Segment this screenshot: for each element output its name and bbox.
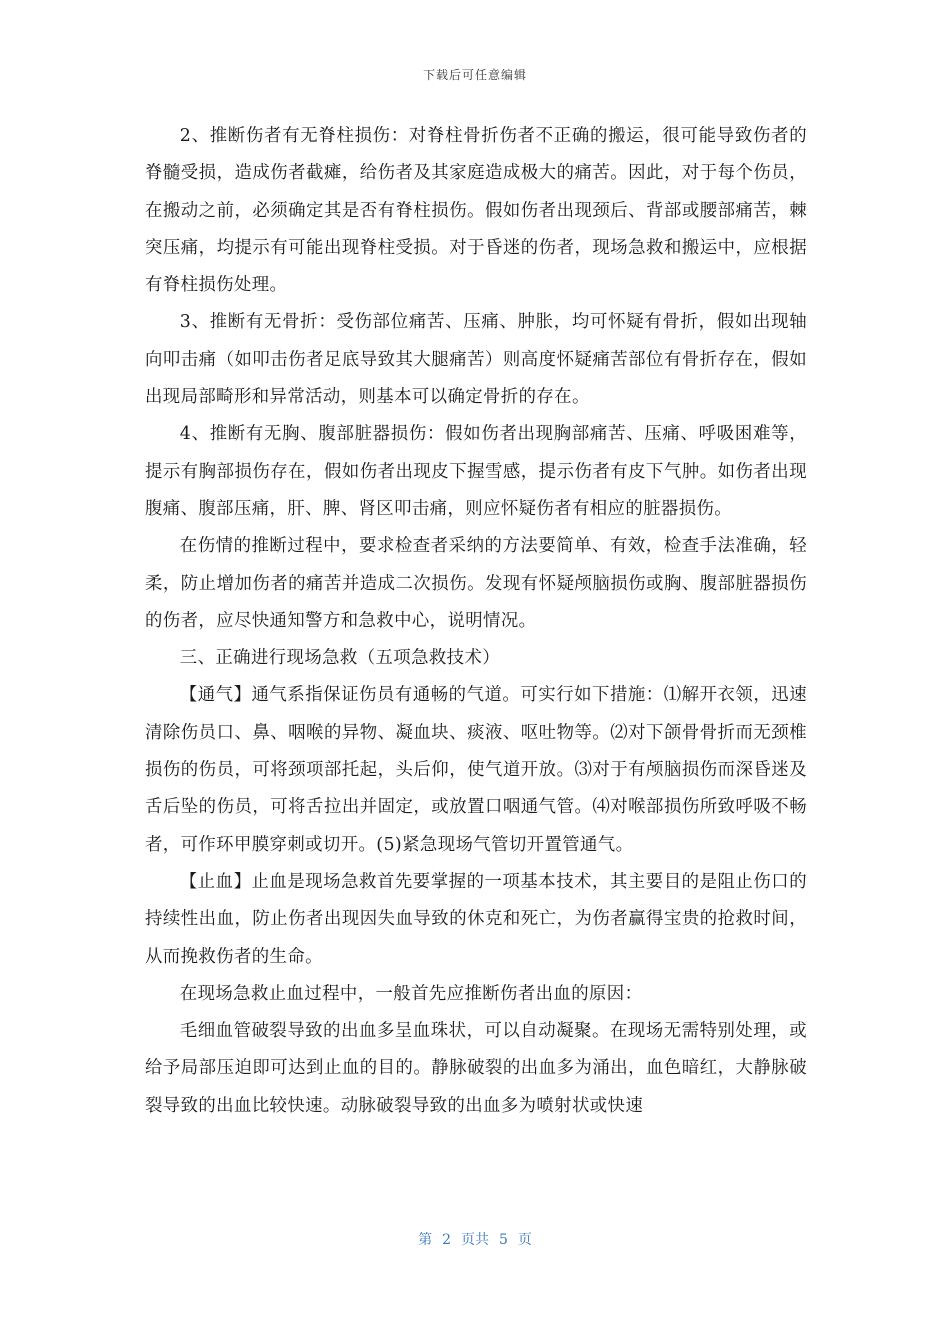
paragraph-ventilation: 【通气】通气系指保证伤员有通畅的气道。可实行如下措施：⑴解开衣领，迅速清除伤员口、鼻、咽喉的异物、凝血块、痰液、呕吐物等。⑵对下颌骨骨折而无颈椎损伤的伤员，可将颈项部托起，头后仰，使气道开放。⑶对于有颅脑损伤而深昏迷及舌后坠的伤员，可将舌拉出并固定，或放置口咽通气管。⑷对喉部损伤所致呼吸不畅者，可作环甲膜穿刺或切开。(5)紧急现场气管切开置管通气。 bbox=[145, 685, 807, 855]
paragraph-spine-injury: 2、推断伤者有无脊柱损伤：对脊柱骨折伤者不正确的搬运，很可能导致伤者的脊髓受损，造成伤者截瘫，给伤者及其家庭造成极大的痛苦。因此，对于每个伤员，在搬动之前，必须确定其是否有脊柱损伤。假如伤者出现颈后、背部或腰部痛苦，棘突压痛，均提示有可能出现脊柱受损。对于昏迷的伤者，现场急救和搬运中，应根据有脊柱损伤处理。 bbox=[145, 126, 807, 296]
paragraph-hemostasis: 【止血】止血是现场急救首先要掌握的一项基本技术，其主要目的是阻止伤口的持续性出血，防止伤者出现因失血导致的休克和死亡，为伤者赢得宝贵的抢救时间，从而挽救伤者的生命。 bbox=[145, 871, 807, 967]
paragraph-organ-injury: 4、推断有无胸、腹部脏器损伤：假如伤者出现胸部痛苦、压痛、呼吸困难等，提示有胸部损伤存在，假如伤者出现皮下握雪感，提示伤者有皮下气肿。如伤者出现腹痛、腹部压痛，肝、脾、肾区叩击痛，则应怀疑伤者有相应的脏器损伤。 bbox=[145, 424, 807, 519]
page-header: 下载后可任意编辑 bbox=[422, 68, 527, 82]
document-body bbox=[145, 118, 807, 1125]
footer-prefix: 第 bbox=[418, 1232, 433, 1248]
footer-page-number: 2 bbox=[442, 1232, 451, 1248]
paragraph-bleeding-types: 毛细血管破裂导致的出血多呈血珠状，可以自动凝聚。在现场无需特别处理，或给予局部压迫即可达到止血的目的。静脉破裂的出血多为涌出，血色暗红，大静脉破裂导致的出血比较快速。动脉破裂导致的出血多为喷射状或快速 bbox=[145, 1021, 807, 1116]
footer-suffix: 页 bbox=[517, 1232, 532, 1248]
section-heading-first-aid: 三、正确进行现场急救（五项急救技术） bbox=[179, 648, 501, 669]
footer-middle: 页共 bbox=[461, 1232, 489, 1248]
page-footer bbox=[0, 1229, 950, 1249]
paragraph-assessment-process: 在伤情的推断过程中，要求检查者采纳的方法要简单、有效，检查手法准确，轻柔，防止增加伤者的痛苦并造成二次损伤。发现有怀疑颅脑损伤或胸、腹部脏器损伤的伤者，应尽快通知警方和急救中心，说明情况。 bbox=[145, 536, 807, 631]
paragraph-bleeding-cause: 在现场急救止血过程中，一般首先应推断伤者出血的原因： bbox=[179, 983, 643, 1004]
paragraph-fracture: 3、推断有无骨折：受伤部位痛苦、压痛、肿胀，均可怀疑有骨折，假如出现轴向叩击痛（如叩击伤者足底导致其大腿痛苦）则高度怀疑痛苦部位有骨折存在，假如出现局部畸形和异常活动，则基本可以确定骨折的存在。 bbox=[145, 312, 807, 408]
footer-total-pages: 5 bbox=[499, 1232, 508, 1248]
